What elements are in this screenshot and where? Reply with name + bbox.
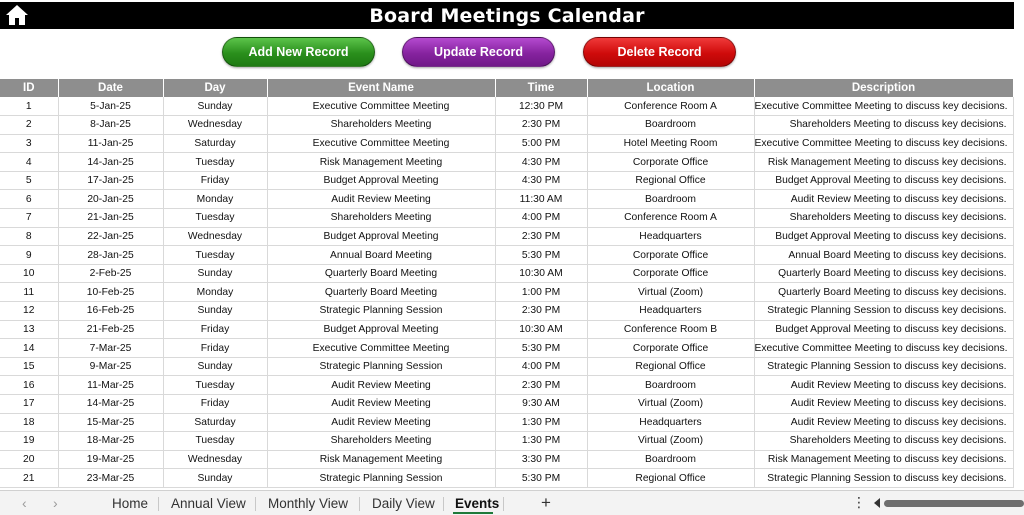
cell-event-name[interactable]: Risk Management Meeting: [267, 153, 495, 172]
column-header-time[interactable]: Time: [495, 79, 587, 97]
column-header-event-name[interactable]: Event Name: [267, 79, 495, 97]
cell-day[interactable]: Friday: [163, 320, 267, 339]
cell-description[interactable]: Risk Management Meeting to discuss key decisions.: [754, 450, 1013, 469]
cell-id[interactable]: 5: [0, 171, 58, 190]
cell-event-name[interactable]: Executive Committee Meeting: [267, 97, 495, 116]
cell-day[interactable]: Tuesday: [163, 153, 267, 172]
table-row: [0, 469, 1013, 488]
cell-date[interactable]: 22-Jan-25: [58, 227, 163, 246]
horizontal-scrollbar[interactable]: [884, 500, 1024, 507]
table-row: [0, 413, 1013, 432]
cell-description[interactable]: Budget Approval Meeting to discuss key decisions.: [754, 227, 1013, 246]
cell-day[interactable]: Sunday: [163, 469, 267, 488]
cell-time[interactable]: 12:30 PM: [495, 97, 587, 116]
cell-time[interactable]: 2:30 PM: [495, 116, 587, 135]
table-row: [0, 97, 1013, 116]
cell-id[interactable]: 10: [0, 264, 58, 283]
cell-id[interactable]: 3: [0, 134, 58, 153]
update-record-button[interactable]: Update Record: [402, 37, 555, 67]
cell-date[interactable]: 9-Mar-25: [58, 357, 163, 376]
events-table: [0, 79, 1014, 488]
more-vertical-icon[interactable]: ⋮: [852, 494, 866, 510]
title-bar: [0, 2, 1014, 29]
cell-id[interactable]: 2: [0, 116, 58, 135]
tab-monthly-view[interactable]: Monthly View: [268, 496, 349, 511]
tab-divider: [503, 497, 504, 511]
cell-day[interactable]: Saturday: [163, 413, 267, 432]
cell-date[interactable]: 18-Mar-25: [58, 432, 163, 451]
plus-icon[interactable]: +: [541, 493, 551, 512]
cell-day[interactable]: Friday: [163, 171, 267, 190]
cell-location[interactable]: Boardroom: [587, 376, 754, 395]
cell-date[interactable]: 20-Jan-25: [58, 190, 163, 209]
tab-daily-view[interactable]: Daily View: [372, 496, 435, 511]
table-row: [0, 190, 1013, 209]
cell-id[interactable]: 21: [0, 469, 58, 488]
cell-date[interactable]: 14-Mar-25: [58, 395, 163, 414]
cell-time[interactable]: 1:30 PM: [495, 432, 587, 451]
cell-location[interactable]: Corporate Office: [587, 246, 754, 265]
cell-event-name[interactable]: Audit Review Meeting: [267, 395, 495, 414]
cell-time[interactable]: 4:30 PM: [495, 171, 587, 190]
cell-description[interactable]: Strategic Planning Session to discuss key decisions.: [754, 302, 1013, 321]
cell-location[interactable]: Virtual (Zoom): [587, 432, 754, 451]
cell-day[interactable]: Sunday: [163, 357, 267, 376]
cell-time[interactable]: 10:30 AM: [495, 320, 587, 339]
table-row: [0, 264, 1013, 283]
cell-event-name[interactable]: Budget Approval Meeting: [267, 171, 495, 190]
cell-id[interactable]: 8: [0, 227, 58, 246]
cell-description[interactable]: Audit Review Meeting to discuss key decisions.: [754, 413, 1013, 432]
chevron-left-icon[interactable]: ‹: [22, 495, 27, 511]
cell-day[interactable]: Saturday: [163, 134, 267, 153]
tab-annual-view[interactable]: Annual View: [171, 496, 246, 511]
column-header-id[interactable]: ID: [0, 79, 58, 97]
cell-description[interactable]: Audit Review Meeting to discuss key decisions.: [754, 190, 1013, 209]
cell-description[interactable]: Risk Management Meeting to discuss key decisions.: [754, 153, 1013, 172]
cell-event-name[interactable]: Executive Committee Meeting: [267, 339, 495, 358]
cell-date[interactable]: 15-Mar-25: [58, 413, 163, 432]
cell-location[interactable]: Boardroom: [587, 190, 754, 209]
cell-event-name[interactable]: Shareholders Meeting: [267, 209, 495, 228]
cell-time[interactable]: 5:00 PM: [495, 134, 587, 153]
cell-id[interactable]: 1: [0, 97, 58, 116]
cell-event-name[interactable]: Audit Review Meeting: [267, 413, 495, 432]
cell-description[interactable]: Audit Review Meeting to discuss key decisions.: [754, 395, 1013, 414]
cell-event-name[interactable]: Risk Management Meeting: [267, 450, 495, 469]
cell-location[interactable]: Conference Room A: [587, 209, 754, 228]
cell-location[interactable]: Boardroom: [587, 450, 754, 469]
home-icon[interactable]: [5, 4, 29, 26]
table-row: [0, 450, 1013, 469]
cell-date[interactable]: 11-Jan-25: [58, 134, 163, 153]
tab-divider: [443, 497, 444, 511]
cell-date[interactable]: 23-Mar-25: [58, 469, 163, 488]
cell-event-name[interactable]: Audit Review Meeting: [267, 190, 495, 209]
cell-event-name[interactable]: Shareholders Meeting: [267, 116, 495, 135]
cell-day[interactable]: Wednesday: [163, 450, 267, 469]
column-header-day[interactable]: Day: [163, 79, 267, 97]
cell-date[interactable]: 14-Jan-25: [58, 153, 163, 172]
cell-event-name[interactable]: Budget Approval Meeting: [267, 320, 495, 339]
table-row: [0, 209, 1013, 228]
cell-day[interactable]: Tuesday: [163, 376, 267, 395]
cell-day[interactable]: Friday: [163, 395, 267, 414]
cell-id[interactable]: 18: [0, 413, 58, 432]
cell-description[interactable]: Annual Board Meeting to discuss key decisions.: [754, 246, 1013, 265]
table-row: [0, 283, 1013, 302]
cell-id[interactable]: 19: [0, 432, 58, 451]
cell-date[interactable]: 16-Feb-25: [58, 302, 163, 321]
cell-time[interactable]: 1:30 PM: [495, 413, 587, 432]
cell-description[interactable]: Quarterly Board Meeting to discuss key decisions.: [754, 264, 1013, 283]
cell-time[interactable]: 5:30 PM: [495, 339, 587, 358]
tab-divider: [255, 497, 256, 511]
tab-events[interactable]: Events: [455, 496, 500, 511]
cell-description[interactable]: Shareholders Meeting to discuss key decisions.: [754, 432, 1013, 451]
cell-time[interactable]: 2:30 PM: [495, 302, 587, 321]
cell-event-name[interactable]: Shareholders Meeting: [267, 432, 495, 451]
column-header-description[interactable]: Description: [754, 79, 1013, 97]
add-new-record-button[interactable]: Add New Record: [222, 37, 375, 67]
page-title: Board Meetings Calendar: [369, 4, 645, 27]
cell-event-name[interactable]: Strategic Planning Session: [267, 302, 495, 321]
cell-event-name[interactable]: Audit Review Meeting: [267, 376, 495, 395]
table-row: [0, 376, 1013, 395]
scroll-left-arrow-icon[interactable]: [874, 498, 880, 508]
cell-time[interactable]: 5:30 PM: [495, 246, 587, 265]
cell-date[interactable]: 21-Feb-25: [58, 320, 163, 339]
cell-time[interactable]: 4:00 PM: [495, 357, 587, 376]
cell-location[interactable]: Headquarters: [587, 413, 754, 432]
cell-date[interactable]: 21-Jan-25: [58, 209, 163, 228]
cell-time[interactable]: 4:00 PM: [495, 209, 587, 228]
cell-location[interactable]: Headquarters: [587, 302, 754, 321]
table-header-row: [0, 79, 1013, 97]
cell-id[interactable]: 13: [0, 320, 58, 339]
cell-location[interactable]: Virtual (Zoom): [587, 283, 754, 302]
cell-location[interactable]: Headquarters: [587, 227, 754, 246]
cell-location[interactable]: Corporate Office: [587, 339, 754, 358]
active-tab-indicator: [453, 512, 493, 514]
cell-location[interactable]: Corporate Office: [587, 264, 754, 283]
tab-divider: [359, 497, 360, 511]
cell-day[interactable]: Wednesday: [163, 227, 267, 246]
cell-event-name[interactable]: Executive Committee Meeting: [267, 134, 495, 153]
table-row: [0, 320, 1013, 339]
table-row: [0, 171, 1013, 190]
cell-location[interactable]: Virtual (Zoom): [587, 395, 754, 414]
cell-id[interactable]: 12: [0, 302, 58, 321]
cell-description[interactable]: Shareholders Meeting to discuss key decisions.: [754, 116, 1013, 135]
cell-id[interactable]: 20: [0, 450, 58, 469]
cell-event-name[interactable]: Strategic Planning Session: [267, 357, 495, 376]
cell-date[interactable]: 2-Feb-25: [58, 264, 163, 283]
cell-id[interactable]: 15: [0, 357, 58, 376]
cell-date[interactable]: 17-Jan-25: [58, 171, 163, 190]
table-row: [0, 246, 1013, 265]
cell-location[interactable]: Regional Office: [587, 357, 754, 376]
sheet-tab-bar: [0, 490, 1024, 515]
cell-description[interactable]: Executive Committee Meeting to discuss key decisions.: [754, 97, 1013, 116]
cell-day[interactable]: Tuesday: [163, 209, 267, 228]
cell-date[interactable]: 8-Jan-25: [58, 116, 163, 135]
cell-event-name[interactable]: Annual Board Meeting: [267, 246, 495, 265]
cell-location[interactable]: Regional Office: [587, 469, 754, 488]
cell-description[interactable]: Quarterly Board Meeting to discuss key decisions.: [754, 283, 1013, 302]
cell-location[interactable]: Conference Room A: [587, 97, 754, 116]
cell-id[interactable]: 9: [0, 246, 58, 265]
cell-day[interactable]: Wednesday: [163, 116, 267, 135]
table-row: [0, 153, 1013, 172]
cell-date[interactable]: 11-Mar-25: [58, 376, 163, 395]
cell-description[interactable]: Budget Approval Meeting to discuss key decisions.: [754, 171, 1013, 190]
cell-location[interactable]: Boardroom: [587, 116, 754, 135]
table-row: [0, 134, 1013, 153]
cell-day[interactable]: Sunday: [163, 264, 267, 283]
cell-date[interactable]: 19-Mar-25: [58, 450, 163, 469]
cell-time[interactable]: 10:30 AM: [495, 264, 587, 283]
cell-time[interactable]: 9:30 AM: [495, 395, 587, 414]
cell-description[interactable]: Shareholders Meeting to discuss key decisions.: [754, 209, 1013, 228]
cell-time[interactable]: 4:30 PM: [495, 153, 587, 172]
cell-time[interactable]: 5:30 PM: [495, 469, 587, 488]
table-row: [0, 339, 1013, 358]
cell-location[interactable]: Hotel Meeting Room: [587, 134, 754, 153]
cell-event-name[interactable]: Budget Approval Meeting: [267, 227, 495, 246]
cell-date[interactable]: 10-Feb-25: [58, 283, 163, 302]
cell-date[interactable]: 7-Mar-25: [58, 339, 163, 358]
cell-description[interactable]: Audit Review Meeting to discuss key decisions.: [754, 376, 1013, 395]
cell-date[interactable]: 5-Jan-25: [58, 97, 163, 116]
table-row: [0, 395, 1013, 414]
cell-day[interactable]: Friday: [163, 339, 267, 358]
cell-id[interactable]: 17: [0, 395, 58, 414]
cell-time[interactable]: 3:30 PM: [495, 450, 587, 469]
delete-record-button[interactable]: Delete Record: [583, 37, 736, 67]
chevron-right-icon[interactable]: ›: [53, 495, 58, 511]
cell-description[interactable]: Executive Committee Meeting to discuss key decisions.: [754, 134, 1013, 153]
column-header-date[interactable]: Date: [58, 79, 163, 97]
cell-day[interactable]: Monday: [163, 283, 267, 302]
cell-event-name[interactable]: Strategic Planning Session: [267, 469, 495, 488]
cell-description[interactable]: Strategic Planning Session to discuss key decisions.: [754, 469, 1013, 488]
cell-description[interactable]: Budget Approval Meeting to discuss key decisions.: [754, 320, 1013, 339]
cell-id[interactable]: 11: [0, 283, 58, 302]
cell-time[interactable]: 11:30 AM: [495, 190, 587, 209]
cell-day[interactable]: Sunday: [163, 302, 267, 321]
cell-id[interactable]: 16: [0, 376, 58, 395]
cell-event-name[interactable]: Quarterly Board Meeting: [267, 283, 495, 302]
cell-location[interactable]: Regional Office: [587, 171, 754, 190]
table-row: [0, 116, 1013, 135]
cell-location[interactable]: Conference Room B: [587, 320, 754, 339]
table-row: [0, 432, 1013, 451]
cell-day[interactable]: Sunday: [163, 97, 267, 116]
cell-time[interactable]: 1:00 PM: [495, 283, 587, 302]
tab-divider: [158, 497, 159, 511]
column-header-location[interactable]: Location: [587, 79, 754, 97]
cell-time[interactable]: 2:30 PM: [495, 227, 587, 246]
cell-id[interactable]: 6: [0, 190, 58, 209]
cell-time[interactable]: 2:30 PM: [495, 376, 587, 395]
cell-location[interactable]: Corporate Office: [587, 153, 754, 172]
cell-day[interactable]: Tuesday: [163, 432, 267, 451]
cell-day[interactable]: Tuesday: [163, 246, 267, 265]
cell-description[interactable]: Executive Committee Meeting to discuss key decisions.: [754, 339, 1013, 358]
cell-day[interactable]: Monday: [163, 190, 267, 209]
cell-id[interactable]: 4: [0, 153, 58, 172]
table-row: [0, 227, 1013, 246]
tab-home[interactable]: Home: [112, 496, 149, 511]
cell-id[interactable]: 7: [0, 209, 58, 228]
cell-id[interactable]: 14: [0, 339, 58, 358]
cell-event-name[interactable]: Quarterly Board Meeting: [267, 264, 495, 283]
cell-description[interactable]: Strategic Planning Session to discuss key decisions.: [754, 357, 1013, 376]
table-row: [0, 357, 1013, 376]
cell-date[interactable]: 28-Jan-25: [58, 246, 163, 265]
table-row: [0, 302, 1013, 321]
